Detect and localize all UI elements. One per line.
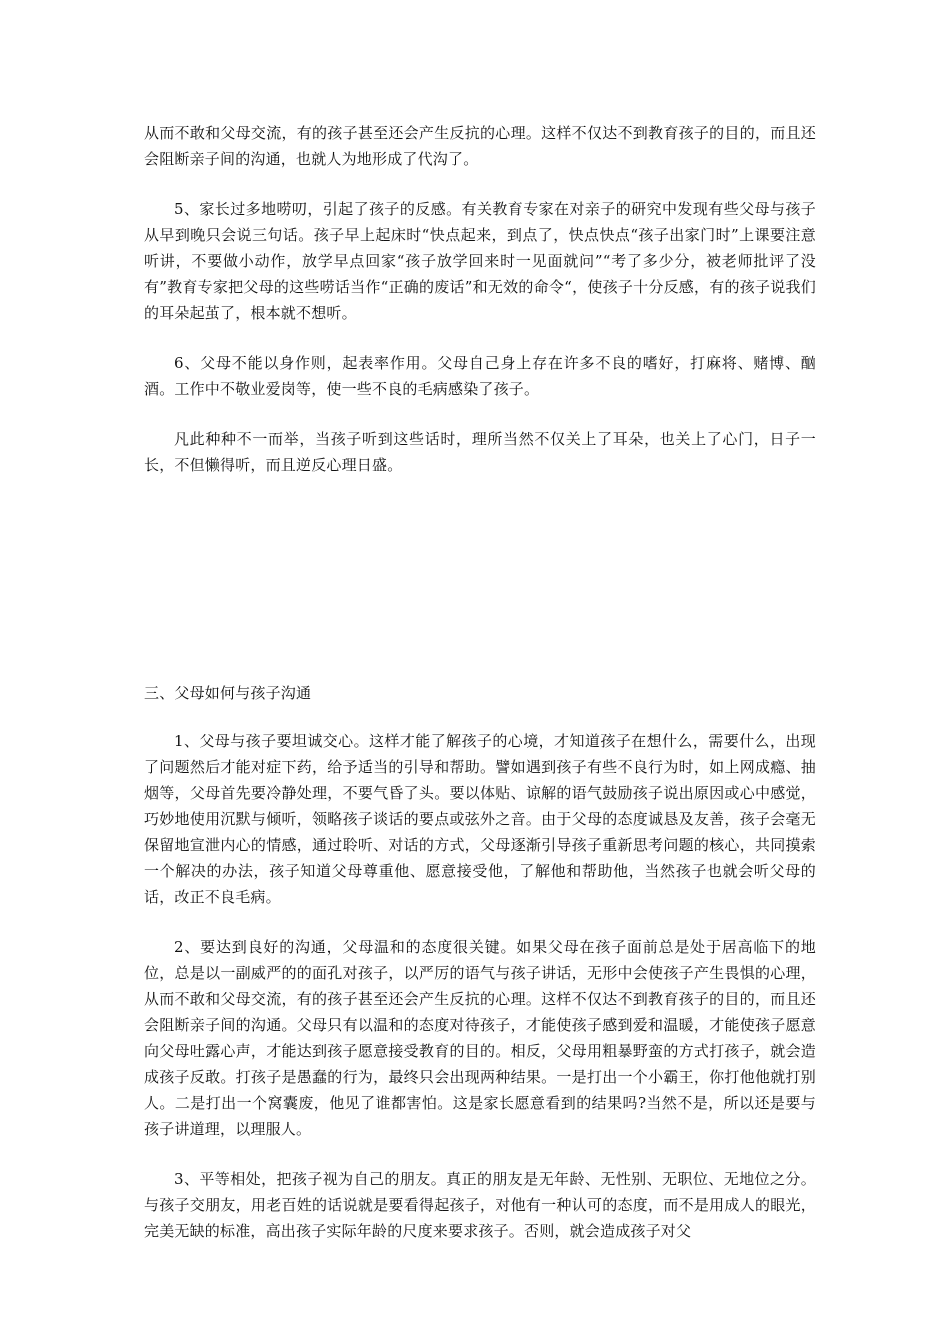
document-body bbox=[144, 120, 816, 1268]
paragraph-summary: 凡此种种不一而举，当孩子听到这些话时，理所当然不仅关上了耳朵，也关上了心门，日子一长，不但懒得听，而且逆反心理日盛。 bbox=[144, 430, 816, 474]
blank-gap bbox=[144, 502, 816, 680]
section-heading: 三、父母如何与孩子沟通 bbox=[144, 684, 312, 702]
paragraph-section-3: 3、平等相处，把孩子视为自己的朋友。真正的朋友是无年龄、无性别、无职位、无地位之分。与孩子交朋友，用老百姓的话说就是要看得起孩子，对他有一种认可的态度，而不是用成人的眼光，完美无缺的标准，高出孩子实际年龄的尺度来要求孩子。否则，就会造成孩子对父 bbox=[144, 1170, 816, 1240]
paragraph-section-1: 1、父母与孩子要坦诚交心。这样才能了解孩子的心境，才知道孩子在想什么，需要什么，出现了问题然后才能对症下药，给予适当的引导和帮助。譬如遇到孩子有些不良行为时，如上网成瘾、抽烟等，父母首先要冷静处理，不要气昏了头。要以体贴、谅解的语气鼓励孩子说出原因或心中感觉，巧妙地使用沉默与倾听，领略孩子谈话的要点或弦外之音。由于父母的态度诚恳及友善，孩子会毫无保留地宣泄内心的情感，通过聆听、对话的方式，父母逐渐引导孩子重新思考问题的核心，共同摸索一个解决的办法，孩子知道父母尊重他、愿意接受他，了解他和帮助他，当然孩子也就会听父母的话，改正不良毛病。 bbox=[144, 732, 816, 906]
paragraph-point-6: 6、父母不能以身作则，起表率作用。父母自己身上存在许多不良的嗜好，打麻将、赌博、酗酒。工作中不敬业爱岗等，使一些不良的毛病感染了孩子。 bbox=[144, 354, 816, 398]
paragraph-point-5: 5、家长过多地唠叨，引起了孩子的反感。有关教育专家在对亲子的研究中发现有些父母与孩子从早到晚只会说三句话。孩子早上起床时“快点起来，到点了，快点快点“孩子出家门时”上课要注意听讲，不要做小动作，放学早点回家“孩子放学回来时一见面就问”“考了多少分，被老师批评了没有”教育专家把父母的这些唠话当作“正确的废话”和无效的命令“，使孩子十分反感，有的孩子说我们的耳朵起茧了，根本就不想听。 bbox=[144, 200, 816, 322]
paragraph-continuation: 从而不敢和父母交流，有的孩子甚至还会产生反抗的心理。这样不仅达不到教育孩子的目的，而且还会阻断亲子间的沟通，也就人为地形成了代沟了。 bbox=[144, 124, 816, 168]
paragraph-section-2: 2、要达到良好的沟通，父母温和的态度很关键。如果父母在孩子面前总是处于居高临下的地位，总是以一副威严的的面孔对孩子，以严厉的语气与孩子讲话，无形中会使孩子产生畏惧的心理，从而不敢和父母交流，有的孩子甚至还会产生反抗的心理。这样不仅达不到教育孩子的目的，而且还会阻断亲子间的沟通。父母只有以温和的态度对待孩子，才能使孩子感到爱和温暖，才能使孩子愿意向父母吐露心声，才能达到孩子愿意接受教育的目的。相反，父母用粗暴野蛮的方式打孩子，就会造成孩子反敢。打孩子是愚蠢的行为，最终只会出现两种结果。一是打出一个小霸王，你打他他就打别人。二是打出一个窝囊废，他见了谁都害怕。这是家长愿意看到的结果吗?当然不是，所以还是要与孩子讲道理，以理服人。 bbox=[144, 938, 816, 1138]
